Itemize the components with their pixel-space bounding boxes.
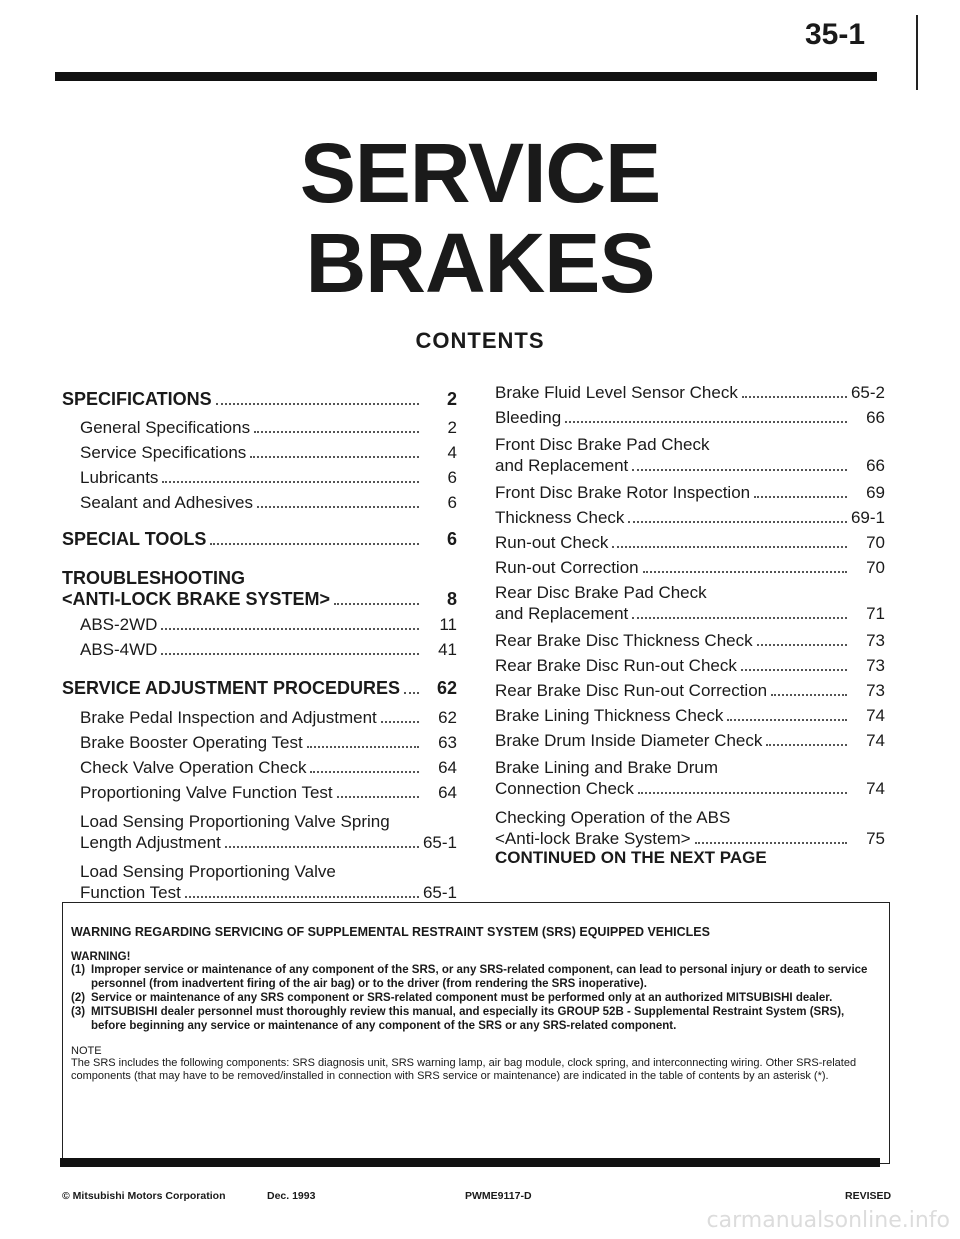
toc-entry[interactable]: Brake Pedal Inspection and Adjustment 62 [80, 708, 457, 727]
footer-status: REVISED [845, 1190, 892, 1202]
toc-entry[interactable]: Rear Brake Disc Run-out Correction 73 [495, 681, 885, 700]
toc-entry[interactable]: SPECIFICATIONS 2 [62, 389, 457, 409]
toc-entry[interactable]: SPECIAL TOOLS 6 [62, 529, 457, 549]
toc-entry[interactable]: Front Disc Brake Rotor Inspection 69 [495, 483, 885, 502]
toc-entry[interactable]: Rear Disc Brake Pad Check and Replacement 71 [495, 583, 885, 623]
toc-entry[interactable]: Brake Lining Thickness Check 74 [495, 706, 885, 725]
toc-entry[interactable]: Proportioning Valve Function Test 64 [80, 783, 457, 802]
footer-code: PWME9117-D [465, 1190, 532, 1202]
contents-heading: CONTENTS [415, 328, 545, 353]
toc-entry[interactable]: Service Specifications 4 [80, 443, 457, 462]
watermark: carmanualsonline.info [706, 1208, 950, 1233]
page-number: 35-1 [804, 18, 865, 51]
toc-entry[interactable]: Load Sensing Proportioning Valve Function Test 65-1 [80, 862, 457, 902]
toc-entry[interactable]: Rear Brake Disc Run-out Check 73 [495, 656, 885, 675]
toc-entry[interactable]: Load Sensing Proportioning Valve Spring Length Adjustment 65-1 [80, 812, 457, 852]
srs-warning-box [62, 902, 890, 1164]
warning-title: WARNING REGARDING SERVICING OF SUPPLEMENTAL RESTRAINT SYSTEM (SRS) EQUIPPED VEHICLES [71, 925, 710, 939]
toc-entry[interactable]: Run-out Correction 70 [495, 558, 885, 577]
footer-company: © Mitsubishi Motors Corporation [62, 1190, 226, 1202]
toc-entry[interactable]: Lubricants 6 [80, 468, 457, 487]
toc-entry[interactable]: Brake Fluid Level Sensor Check 65-2 [495, 383, 885, 402]
toc-entry[interactable]: TROUBLESHOOTING <ANTI-LOCK BRAKE SYSTEM> 8 [62, 568, 457, 609]
warning-label: WARNING! [71, 951, 131, 963]
toc-entry[interactable]: ABS-4WD 41 [80, 640, 457, 659]
toc-entry[interactable]: Brake Drum Inside Diameter Check 74 [495, 731, 885, 750]
toc-left-column [62, 385, 457, 903]
note-text: The SRS includes the following components: SRS diagnosis unit, SRS warning lamp, air bag module, clock spring, and interconnecting wiring. Other SRS-related components (that may have to be removed/installed in connection with SRS service or maintenance) are indicated in the table of contents by an asterisk (*). [71, 1057, 857, 1082]
toc-entry[interactable]: Front Disc Brake Pad Check and Replacement 66 [495, 435, 885, 475]
toc-right-column [495, 378, 885, 849]
toc-entry[interactable]: Brake Lining and Brake Drum Connection Check 74 [495, 758, 885, 798]
toc-entry[interactable]: Brake Booster Operating Test 63 [80, 733, 457, 752]
toc-entry[interactable]: SERVICE ADJUSTMENT PROCEDURES 62 [62, 678, 457, 698]
continued-notice: CONTINUED ON THE NEXT PAGE [495, 848, 767, 867]
title-line-2: BRAKES [305, 216, 655, 310]
toc-entry[interactable]: Rear Brake Disc Thickness Check 73 [495, 631, 885, 650]
toc-entry[interactable]: Run-out Check 70 [495, 533, 885, 552]
footer-rule [60, 1158, 880, 1167]
toc-entry[interactable]: Checking Operation of the ABS <Anti-lock Brake System> 75 [495, 808, 885, 848]
toc-entry[interactable]: ABS-2WD 11 [80, 615, 457, 634]
toc-entry[interactable]: Thickness Check 69-1 [495, 508, 885, 527]
warning-item: (1) Improper service or maintenance of any component of the SRS, or any SRS-related component, can lead to personal injury or death to service personnel (from inadvertent firing of the air bag) or to the driver (from rendering the SRS inoperative). [71, 964, 868, 990]
toc-entry[interactable]: Bleeding 66 [495, 408, 885, 427]
title-line-1: SERVICE [299, 126, 661, 220]
toc-entry[interactable]: General Specifications 2 [80, 418, 457, 437]
toc-entry[interactable]: Sealant and Adhesives 6 [80, 493, 457, 512]
warning-item: (2) Service or maintenance of any SRS component or SRS-related component must be performed only at an authorized MITSUBISHI dealer. [71, 992, 833, 1004]
note-label: NOTE [71, 1045, 102, 1057]
margin-line [916, 15, 918, 90]
warning-item: (3) MITSUBISHI dealer personnel must thoroughly review this manual, and especially its GROUP 52B - Supplemental Restraint System (SRS), before beginning any service or maintenance of any component of the SRS or any SRS-related component. [71, 1006, 845, 1032]
header-rule [55, 72, 877, 81]
footer-date: Dec. 1993 [267, 1190, 316, 1202]
toc-entry[interactable]: Check Valve Operation Check 64 [80, 758, 457, 777]
